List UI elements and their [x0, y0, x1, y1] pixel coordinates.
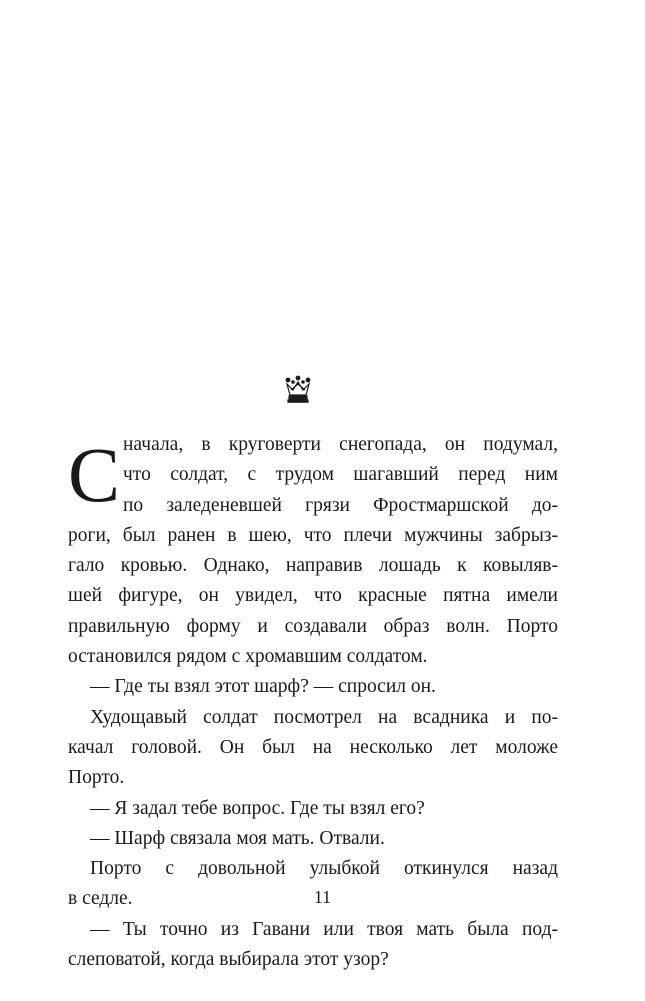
text-line: — Я задал тебе вопрос. Где ты взял его?: [90, 797, 425, 819]
text-line: в седле.: [68, 888, 133, 910]
page-number: 11: [313, 887, 332, 907]
text-line: начала, в круговерти снегопада, он подумал,: [123, 434, 558, 455]
text-line: гало кровью. Однако, направив лошадь к ковыляв-: [68, 555, 558, 577]
text-line: шей фигуре, он увидел, что красные пятна имели: [68, 585, 558, 607]
text-line: что солдат, с трудом шагавший перед ним: [123, 464, 558, 486]
text-line: качал головой. Он был на несколько лет моложе: [68, 736, 558, 758]
text-line: Порто.: [68, 767, 125, 789]
drop-cap: С: [68, 431, 121, 518]
text-line: правильную форму и создавали образ волн. Порто: [68, 615, 558, 637]
text-line: — Шарф связала моя мать. Отвали.: [90, 827, 385, 849]
text-line: роги, был ранен в шею, что плечи мужчины забрыз-: [68, 524, 558, 546]
text-line: — Ты точно из Гавани или твоя мать была под-: [90, 918, 558, 940]
text-line: Худощавый солдат посмотрел на всадника и по-: [90, 706, 558, 728]
crown-icon: [283, 375, 313, 405]
text-line: слеповатой, когда выбирала этот узор?: [68, 949, 389, 971]
text-line: по заледеневшей грязи Фростмаршской до-: [123, 494, 558, 516]
text-line: — Где ты взял этот шарф? — спросил он.: [90, 676, 436, 698]
text-line: остановился рядом с хромавшим солдатом.: [68, 646, 428, 668]
text-line: Порто с довольной улыбкой откинулся назад: [90, 858, 558, 880]
